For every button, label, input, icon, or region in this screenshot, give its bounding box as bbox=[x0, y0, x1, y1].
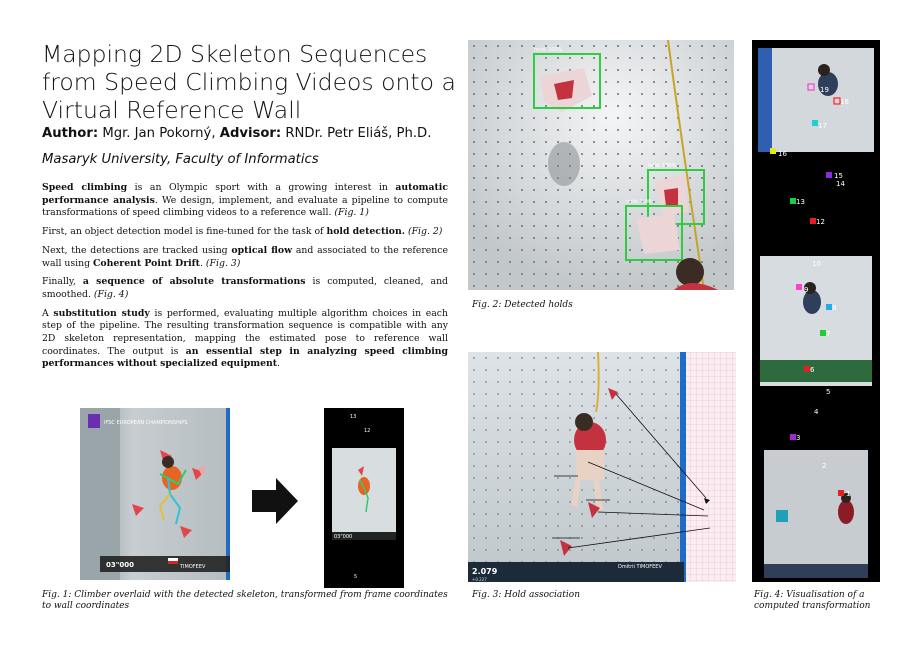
label-8: 8 bbox=[832, 304, 837, 312]
label-12: 12 bbox=[816, 218, 825, 226]
term-transformations: a sequence of absolute transformations bbox=[82, 276, 306, 288]
wall-number-5: 5 bbox=[354, 574, 358, 580]
fig2-box-label-1: hold: 100% bbox=[534, 47, 563, 53]
fig3-panel bbox=[468, 352, 736, 582]
label-15: 15 bbox=[834, 172, 843, 180]
fig2-caption: Fig. 2: Detected holds bbox=[472, 300, 573, 310]
text: Next, the detections are tracked using bbox=[42, 244, 232, 256]
fig1-banner: IFSC EUROPEAN CHAMPIONSHIPS bbox=[104, 420, 188, 426]
fig4-image bbox=[752, 40, 880, 582]
fig1-small-timer: 03"000 bbox=[334, 534, 353, 540]
label-10: 10 bbox=[812, 260, 821, 268]
text: is an Olympic sport with a growing interest in bbox=[127, 182, 396, 193]
label-1: 1 bbox=[846, 490, 851, 498]
label-14: 14 bbox=[836, 180, 845, 188]
advisor-label: Advisor: bbox=[219, 126, 282, 141]
fig-ref: (Fig. 2) bbox=[407, 226, 443, 238]
fig-ref: (Fig. 3) bbox=[205, 257, 241, 269]
fig3-image bbox=[468, 352, 736, 582]
fig2-box-label-2: hold: 100% bbox=[648, 163, 677, 169]
text: is computed, cleaned, and smoothed. bbox=[42, 276, 449, 300]
label-5: 5 bbox=[826, 388, 831, 396]
label-18: 18 bbox=[840, 98, 849, 106]
text: A bbox=[42, 307, 54, 319]
term-optical-flow: optical flow bbox=[231, 244, 293, 256]
ifsc-logo bbox=[88, 414, 100, 428]
text: First, an object detection model is fine-tuned for the task of bbox=[42, 226, 327, 238]
label-3: 3 bbox=[796, 434, 801, 442]
term-speed-climbing: Speed climbing bbox=[42, 182, 128, 193]
fig-ref: (Fig. 4) bbox=[93, 288, 129, 300]
fig1-wall-view bbox=[324, 408, 404, 588]
label-6: 6 bbox=[810, 366, 815, 374]
text: . We design, implement, and evaluate a pipeline to compute transformations of speed climbing videos to a reference wall. bbox=[42, 194, 448, 219]
fig4-caption bbox=[754, 590, 884, 612]
term-essential-step: an essential step in analyzing speed climbing performances without specialized equipment bbox=[42, 345, 448, 370]
text: is performed, evaluating multiple algorithm choices in each step of the pipeline. The resulting transformation sequence is compatible with any 2D skeleton representation, mapping the estimated pose to reference wall coordinates. The output is bbox=[42, 307, 448, 357]
label-2: 2 bbox=[822, 462, 827, 470]
term-performance-analysis: automatic performance analysis bbox=[42, 182, 449, 206]
affiliation: Masaryk University, Faculty of Informatics bbox=[42, 152, 319, 167]
abstract-paragraph-4 bbox=[42, 276, 448, 301]
fig3-athlete: Dmitrii TIMOFEEV bbox=[618, 564, 662, 570]
term-substitution-study: substitution study bbox=[53, 307, 150, 319]
fig4-caption-line-1: Fig. 4: Visualisation of a bbox=[754, 590, 865, 600]
abstract-paragraph-2 bbox=[42, 226, 448, 239]
fig2-image bbox=[468, 40, 734, 290]
author-name: Mgr. Jan Pokorný, bbox=[102, 126, 216, 141]
advisor-name: RNDr. Petr Eliáš, Ph.D. bbox=[285, 126, 432, 141]
fig-ref: (Fig. 1) bbox=[334, 207, 369, 219]
fig3-timer: 2.079 bbox=[472, 567, 498, 576]
text: . bbox=[199, 257, 206, 269]
fig1-athlete: TIMOFEEV bbox=[180, 564, 206, 570]
fig1-caption: Fig. 1: Climber overlaid with the detected skeleton, transformed from frame coordinates to wall coordinates bbox=[42, 590, 448, 611]
fig3-caption: Fig. 3: Hold association bbox=[472, 590, 581, 600]
text: . bbox=[277, 358, 281, 370]
label-7: 7 bbox=[826, 330, 831, 338]
label-16: 16 bbox=[778, 150, 787, 158]
term-hold-detection: hold detection. bbox=[326, 226, 405, 238]
wall-number-13: 13 bbox=[350, 414, 357, 420]
label-13: 13 bbox=[796, 198, 805, 206]
author-label: Author: bbox=[42, 126, 99, 141]
fig4-panel bbox=[752, 40, 880, 582]
author-line bbox=[42, 126, 431, 141]
label-4: 4 bbox=[814, 408, 819, 416]
fig1-wall-image bbox=[324, 408, 404, 588]
text: Finally, bbox=[42, 276, 83, 288]
fig1-source-frame bbox=[80, 408, 230, 580]
abstract-paragraph-1 bbox=[42, 182, 448, 220]
wall-number-12: 12 bbox=[364, 428, 371, 434]
text: and associated to the reference wall using bbox=[42, 244, 448, 269]
fig2-box-label-3: hold: 1.00 bbox=[626, 199, 652, 205]
fig1-frame-image bbox=[80, 408, 230, 580]
poster-title: Mapping 2D Skeleton Sequences from Speed Climbing Videos onto a Virtual Reference Wall bbox=[42, 40, 456, 124]
fig3-timer-sub: +0.227 bbox=[472, 577, 487, 582]
label-19: 19 bbox=[820, 86, 829, 94]
term-cpd: Coherent Point Drift bbox=[93, 257, 200, 269]
fig2-panel bbox=[468, 40, 734, 290]
fig4-caption-line-2: computed transformation bbox=[754, 601, 871, 611]
label-17: 17 bbox=[818, 122, 827, 130]
arrow-right-icon bbox=[250, 476, 300, 526]
abstract-paragraph-3 bbox=[42, 245, 448, 270]
abstract-paragraph-5 bbox=[42, 308, 448, 372]
label-9: 9 bbox=[804, 286, 809, 294]
abstract bbox=[42, 182, 448, 377]
fig1-timer: 03"000 bbox=[106, 561, 134, 569]
